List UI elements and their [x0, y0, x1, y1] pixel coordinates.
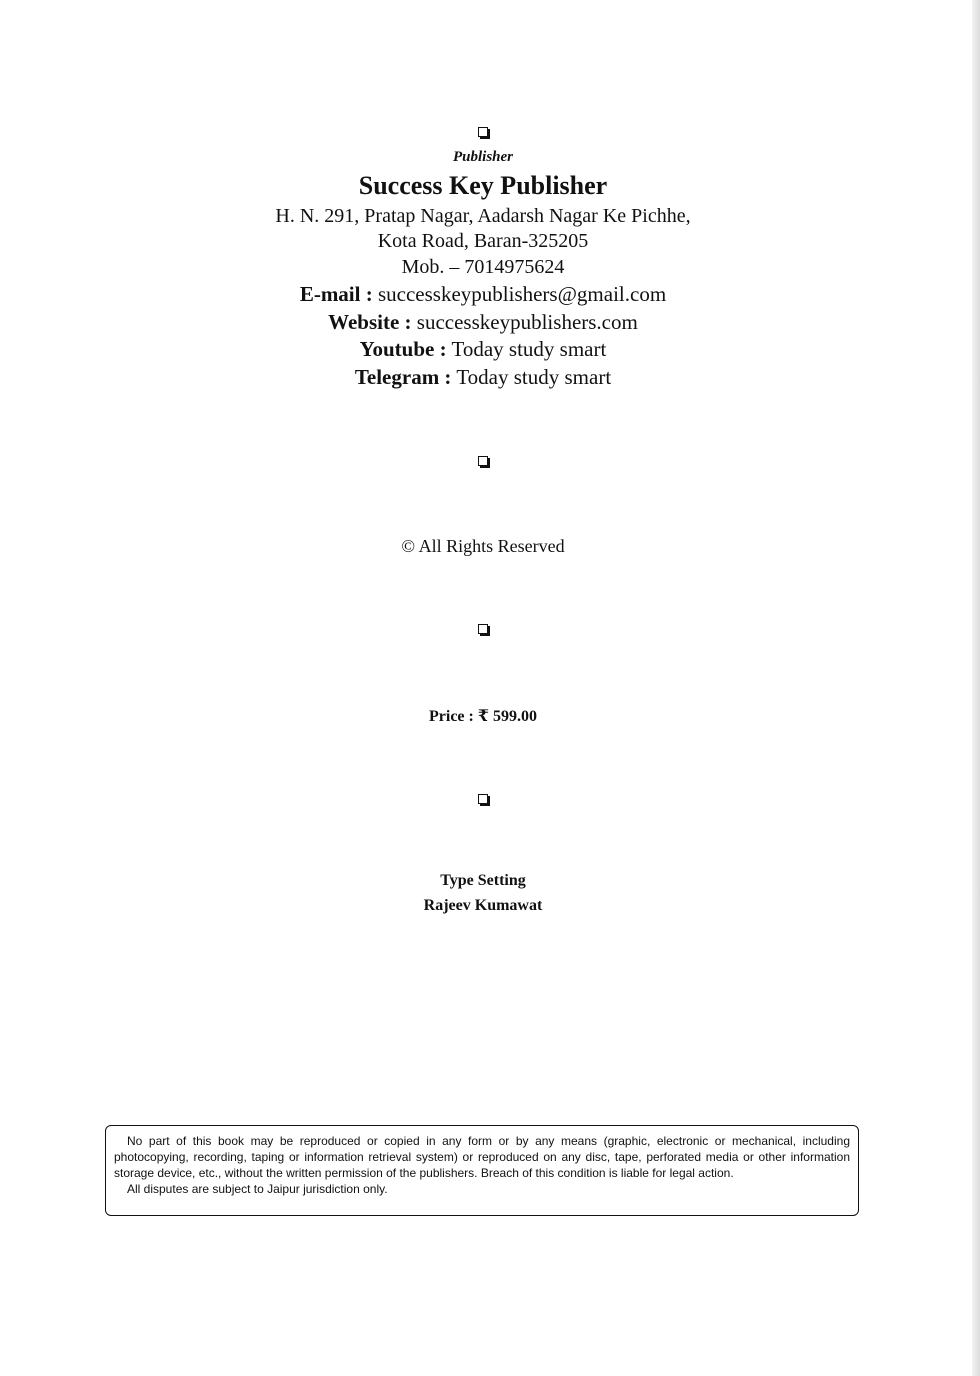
telegram-label: Telegram :: [354, 365, 452, 389]
email-label: E-mail :: [299, 282, 373, 306]
publisher-name: Success Key Publisher: [358, 171, 608, 200]
typesetting-label: Type Setting: [440, 872, 526, 889]
square-bullet-icon: [478, 624, 488, 634]
youtube-label: Youtube :: [359, 337, 447, 361]
website-label: Website :: [328, 310, 412, 334]
address-line-2: Kota Road, Baran-325205: [377, 230, 589, 252]
email-value[interactable]: successkeypublishers@gmail.com: [377, 282, 667, 306]
square-bullet-icon: [478, 127, 488, 137]
youtube-row: [0, 337, 966, 362]
jurisdiction-paragraph: All disputes are subject to Jaipur jurisdiction only.: [127, 1182, 388, 1196]
section-divider-2: [0, 453, 966, 471]
address-line-1: H. N. 291, Pratap Nagar, Aadarsh Nagar Ke Pichhe,: [275, 205, 691, 227]
youtube-value: Today study smart: [451, 337, 607, 361]
section-divider-3: [0, 621, 966, 639]
typesetting-name: Rajeev Kumawat: [423, 897, 543, 914]
square-bullet-icon: [478, 794, 488, 804]
disclaimer-paragraph: No part of this book may be reproduced or copied in any form or by any means (graphic, electronic or mechanical, including photocopying, recording, taping or information retrieval system) or reproduced on any disc, tape, perforated media or other information storage device, etc., without the written permission of the publishers. Breach of this condition is liable for legal action.: [114, 1134, 850, 1180]
copyright-disclaimer-box: [105, 1125, 859, 1216]
website-row: [0, 310, 966, 335]
section-divider-1: [0, 124, 966, 142]
email-row: [0, 282, 966, 307]
price: Price : ₹ 599.00: [429, 708, 537, 725]
mobile-number: Mob. – 7014975624: [401, 256, 565, 278]
publisher-label: Publisher: [452, 149, 513, 165]
telegram-value: Today study smart: [456, 365, 612, 389]
square-bullet-icon: [478, 456, 488, 466]
section-divider-4: [0, 791, 966, 809]
telegram-row: [0, 365, 966, 390]
website-value[interactable]: successkeypublishers.com: [416, 310, 638, 334]
page-edge-shadow: [972, 0, 980, 1376]
copyright-notice: © All Rights Reserved: [401, 536, 565, 556]
